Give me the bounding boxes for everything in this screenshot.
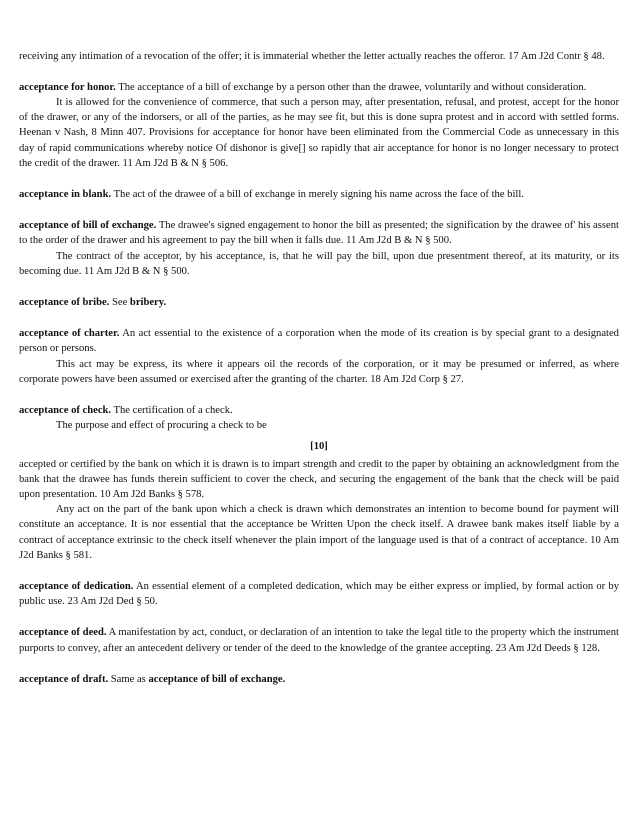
cross-reference: bribery.: [129, 297, 167, 309]
entry-acceptance-in-blank: [19, 187, 619, 202]
entry-acceptance-of-check: [19, 403, 619, 433]
entry-definition: The act of the drawee of a bill of exchange in merely signing his name across the face of the bill.: [111, 189, 524, 201]
paragraph-text: receiving any intimation of a revocation of the offer; it is immaterial whether the letter actually reaches the offeror. 17 Am J2d Contr § 48.: [19, 50, 605, 62]
entry-acceptance-of-check-continued: [19, 457, 619, 563]
entry-acceptance-of-draft: [19, 672, 619, 687]
entry-paragraph: The purpose and effect of procuring a check to be: [56, 420, 267, 432]
entry-acceptance-of-bribe: [19, 295, 619, 310]
entry-term: acceptance of bill of exchange.: [19, 220, 157, 232]
entry-definition: An act essential to the existence of a corporation when the mode of its creation is by special grant to a designated person or persons.: [19, 328, 619, 355]
entry-paragraph: It is allowed for the convenience of commerce, that such a person may, after presentation, refusal, and protest, accept for the honor of the drawer, or any of the indorsers, or all of the parties, as he may see fit, but this is done supra protest and in accord with settled forms. Heenan v Nash, 8 Minn 407. Provisions for acceptance for honor have been eliminated from the Commercial Code as unnecessary in this day of rapid communications whereby notice Of dishonor is give[] so rapidly that air acceptance for honor is no longer necessary to protect the credit of the drawer. 11 Am J2d B & N § 506.: [19, 97, 619, 169]
entry-term: acceptance for honor.: [19, 81, 116, 93]
document-page: [19, 38, 619, 703]
entry-term: acceptance of dedication.: [19, 581, 134, 593]
entry-acceptance-of-deed: [19, 625, 619, 655]
entry-term: acceptance of check.: [19, 405, 112, 417]
cross-reference: acceptance of bill of exchange.: [148, 673, 286, 685]
entry-paragraph: accepted or certified by the bank on which it is drawn is to impart strength and credit to the paper by obtaining an acknowledgment from the bank that the drawee has funds therein sufficient to cover the check, and securing the engagement of the bank that the check will be paid upon presentation. 10 Am J2d Banks § 578.: [19, 458, 619, 501]
entry-paragraph: Any act on the part of the bank upon which a check is drawn which demonstrates an intention to become bound for payment will constitute an acceptance. It is nor essential that the acceptance be Written Upon the check itself. A drawee bank makes itself liable by a contract of acceptance extrinsic to the check itself whenever the plain import of the language used is that of a contract of acceptance. 10 Am J2d Banks § 581.: [19, 504, 619, 561]
entry-term: acceptance of charter.: [19, 328, 120, 340]
entry-term: acceptance of deed.: [19, 627, 107, 639]
entry-definition: An essential element of a completed dedication, which may be either express or implied, by formal action or by public use. 23 Am J2d Ded § 50.: [19, 581, 619, 608]
page-number: [10]: [310, 441, 328, 453]
entry-term: acceptance of bribe.: [19, 297, 110, 309]
entry-definition: The acceptance of a bill of exchange by a person other than the drawee, voluntarily and without consideration.: [115, 81, 587, 93]
entry-definition: The drawee's signed engagement to honor the bill as presented; the signification by the drawee of' his assent to the order of the drawer and his agreement to pay the bill when it falls due. 11 Am J2d B & N § 500.: [19, 220, 619, 247]
entry-acceptance-for-honor: [19, 80, 619, 171]
entry-definition: A manifestation by act, conduct, or declaration of an intention to take the legal title to the property which the instrument purports to convey, after an antecedent delivery or tender of the deed to the knowledge of the grantee accepting. 23 Am J2d Deeds § 128.: [19, 627, 619, 654]
entry-term: acceptance in blank.: [19, 189, 112, 201]
entry-definition: See: [109, 297, 130, 309]
entry-term: acceptance of draft.: [19, 673, 109, 685]
entry-definition: Same as: [108, 673, 149, 685]
entry-acceptance-of-bill-of-exchange: [19, 218, 619, 279]
entry-definition: The certification of a check.: [111, 405, 233, 417]
continued-paragraph: [19, 49, 619, 64]
entry-paragraph: This act may be express, its where it appears oil the records of the corporation, or it may be presumed or inferred, as where corporate powers have been assumed or exercised after the granting of the charter. 18 Am J2d Corp § 27.: [19, 358, 619, 385]
entry-paragraph: The contract of the acceptor, by his acceptance, is, that he will pay the bill, upon due presentment thereof, at its maturity, or its becoming due. 11 Am J2d B & N § 500.: [19, 250, 619, 277]
entry-acceptance-of-charter: [19, 326, 619, 387]
entry-acceptance-of-dedication: [19, 579, 619, 609]
